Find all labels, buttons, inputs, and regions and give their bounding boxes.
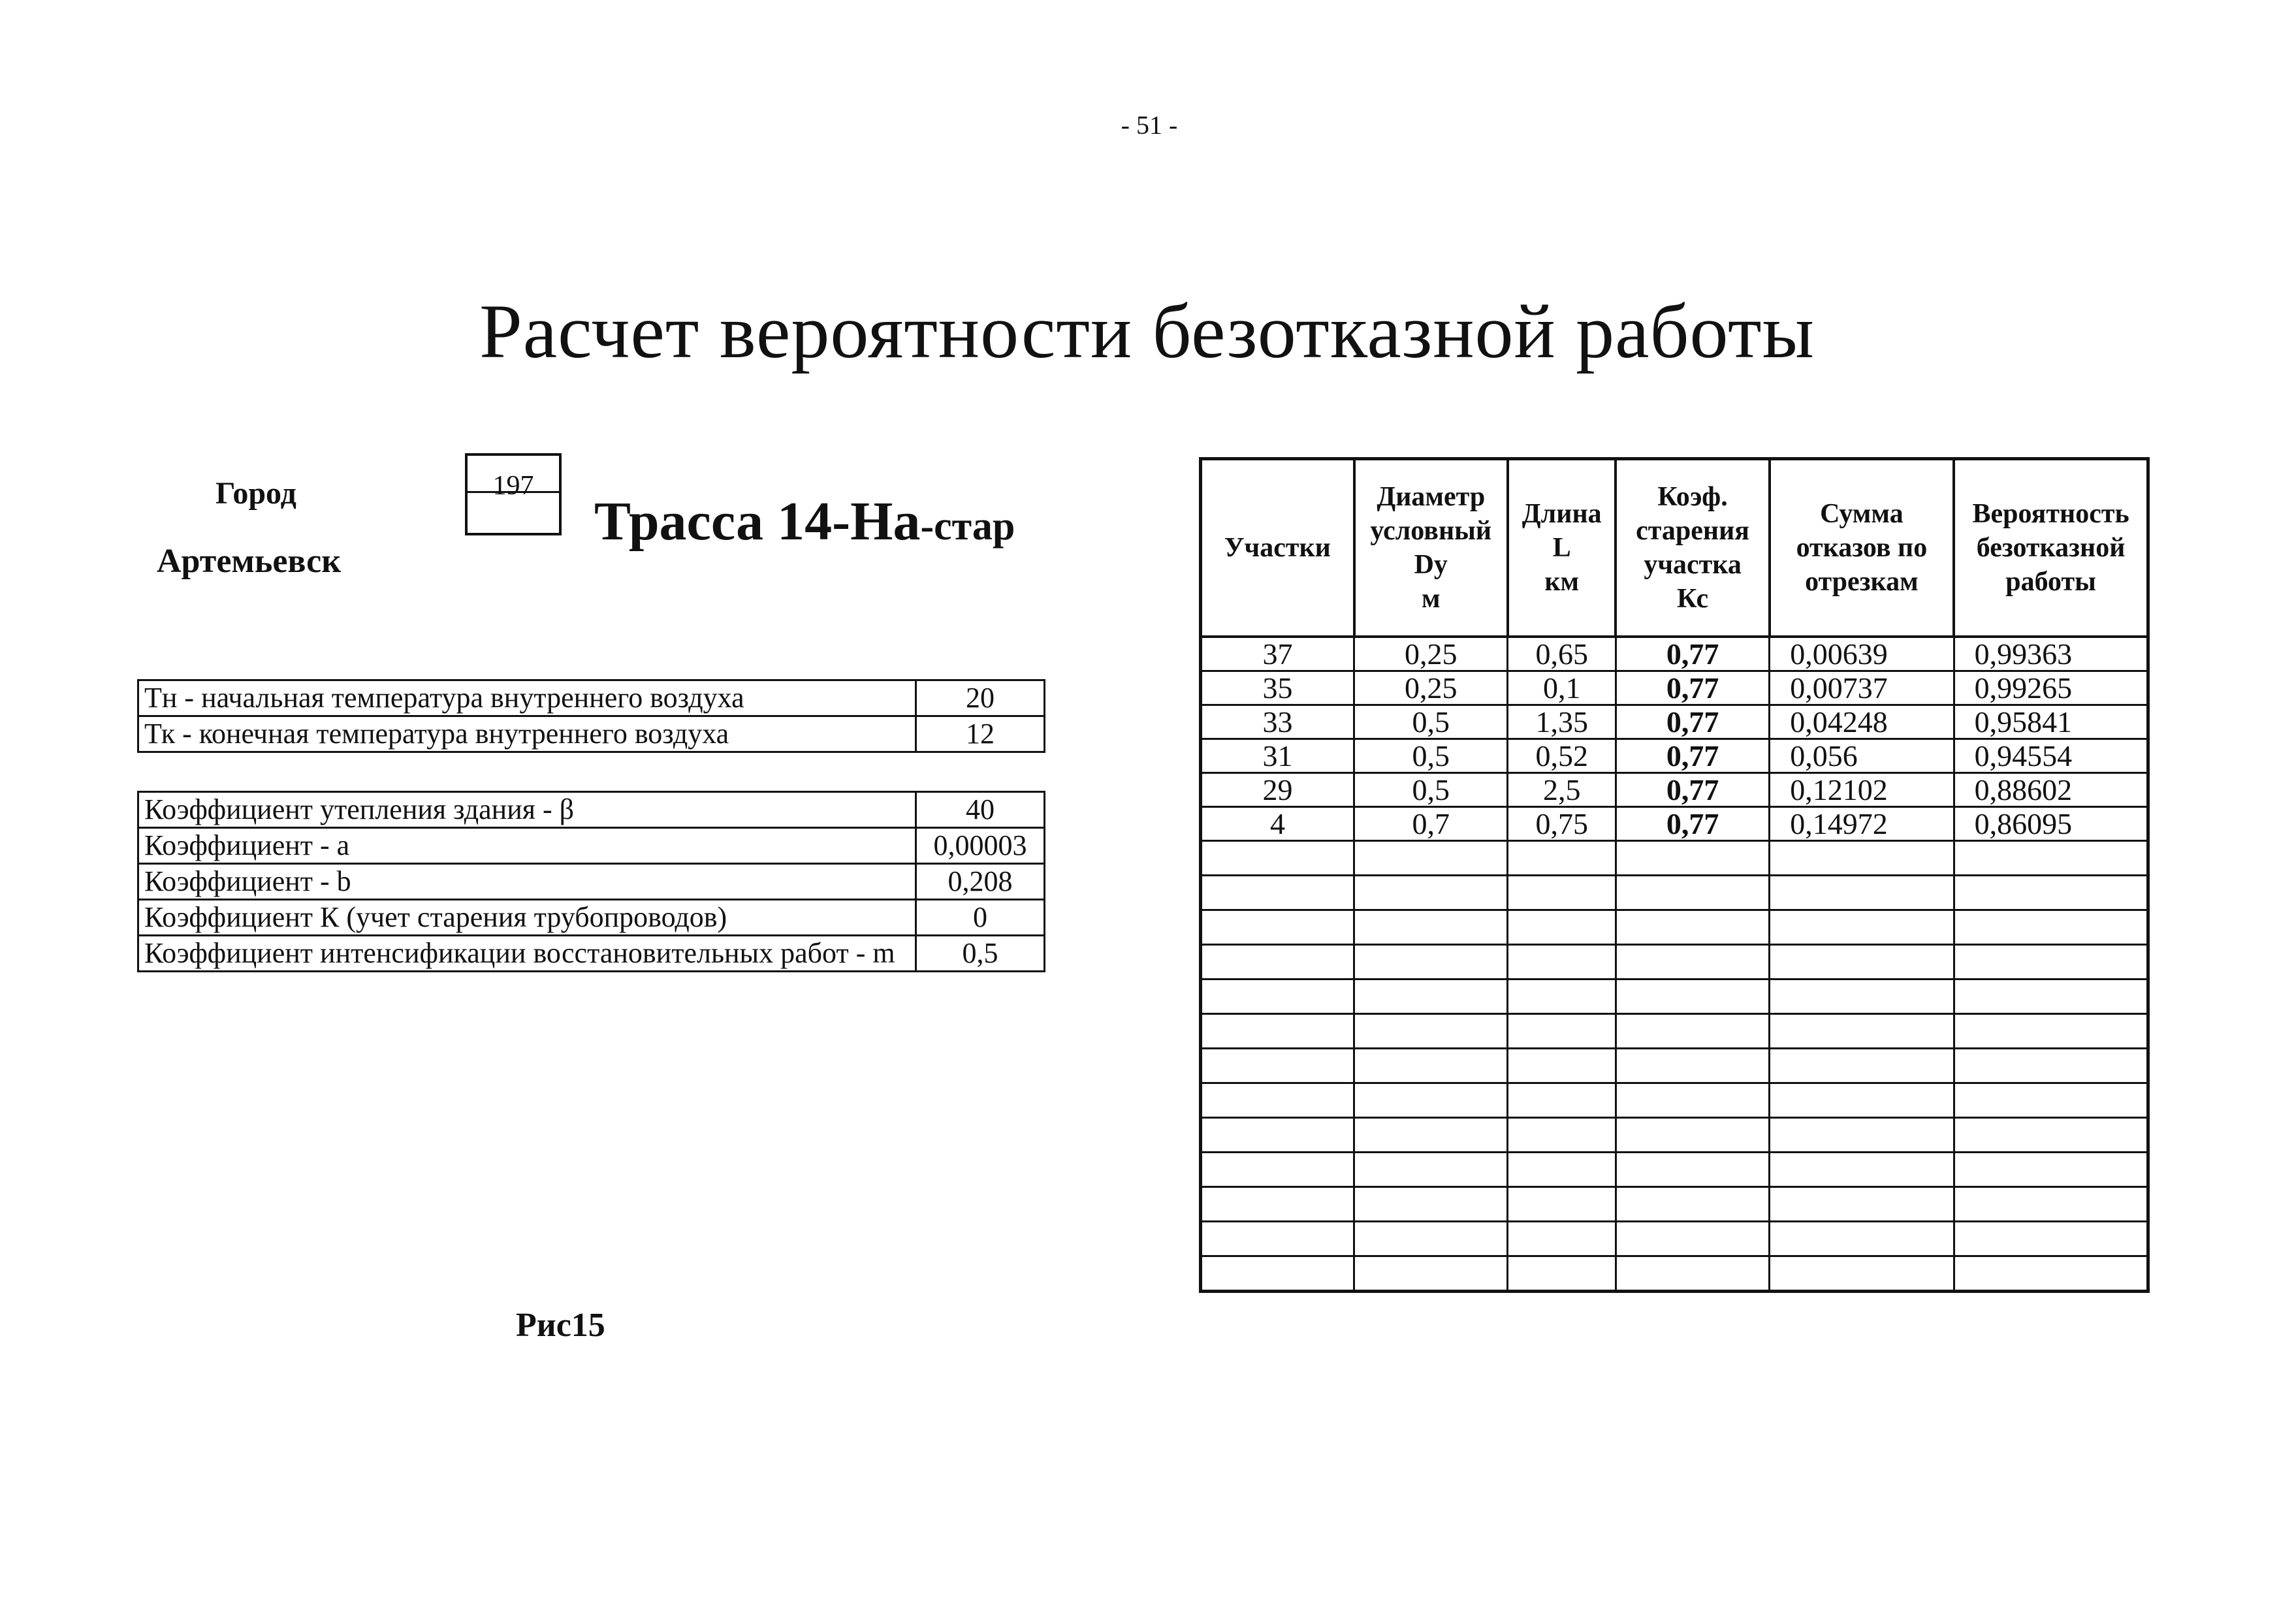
reliability-table xyxy=(1199,457,2150,1293)
empty-cell xyxy=(1201,1014,1354,1049)
header-row xyxy=(1201,459,2148,637)
empty-cell xyxy=(1354,876,1508,910)
header-sections: Участки xyxy=(1201,459,1354,637)
empty-cell xyxy=(1354,1222,1508,1256)
empty-cell xyxy=(1954,1049,2148,1083)
code-number: 197 xyxy=(492,471,534,501)
empty-row xyxy=(1201,1118,2148,1153)
empty-cell xyxy=(1770,979,1954,1014)
param-value: 40 xyxy=(916,792,1045,828)
empty-row xyxy=(1201,945,2148,979)
empty-cell xyxy=(1770,1118,1954,1153)
empty-cell xyxy=(1616,1049,1769,1083)
cell-length: 0,52 xyxy=(1508,739,1616,773)
cell-length: 0,1 xyxy=(1508,671,1616,705)
empty-cell xyxy=(1770,1083,1954,1118)
table-row xyxy=(138,936,1045,972)
empty-cell xyxy=(1954,1153,2148,1187)
empty-cell xyxy=(1508,945,1616,979)
empty-cell xyxy=(1770,910,1954,945)
empty-cell xyxy=(1616,945,1769,979)
empty-cell xyxy=(1954,910,2148,945)
empty-cell xyxy=(1354,1049,1508,1083)
empty-cell xyxy=(1616,1014,1769,1049)
empty-cell xyxy=(1354,1014,1508,1049)
empty-cell xyxy=(1201,910,1354,945)
empty-cell xyxy=(1954,876,2148,910)
header-length: Длина L км xyxy=(1508,459,1616,637)
cell-failures: 0,12102 xyxy=(1770,773,1954,807)
cell-section: 4 xyxy=(1201,807,1354,841)
param-value: 20 xyxy=(916,680,1045,716)
empty-cell xyxy=(1770,945,1954,979)
empty-cell xyxy=(1954,1083,2148,1118)
empty-cell xyxy=(1954,945,2148,979)
empty-cell xyxy=(1201,1222,1354,1256)
cell-probability: 0,99265 xyxy=(1954,671,2148,705)
empty-cell xyxy=(1616,1083,1769,1118)
empty-cell xyxy=(1508,1256,1616,1292)
empty-cell xyxy=(1201,1083,1354,1118)
empty-cell xyxy=(1954,979,2148,1014)
cell-diameter: 0,5 xyxy=(1354,773,1508,807)
cell-failures: 0,00639 xyxy=(1770,637,1954,671)
cell-failures: 0,056 xyxy=(1770,739,1954,773)
param-value: 0,00003 xyxy=(916,828,1045,864)
empty-row xyxy=(1201,1256,2148,1292)
cell-length: 2,5 xyxy=(1508,773,1616,807)
figure-label: Рис15 xyxy=(516,1307,605,1344)
table-row xyxy=(138,792,1045,828)
cell-diameter: 0,5 xyxy=(1354,739,1508,773)
empty-cell xyxy=(1954,1187,2148,1222)
empty-cell xyxy=(1616,841,1769,876)
cell-aging: 0,77 xyxy=(1616,671,1769,705)
param-name: Коэффициент утепления здания - β xyxy=(138,792,916,828)
empty-row xyxy=(1201,876,2148,910)
empty-cell xyxy=(1201,1118,1354,1153)
table-row xyxy=(138,864,1045,900)
table-row xyxy=(138,716,1045,752)
cell-section: 35 xyxy=(1201,671,1354,705)
empty-cell xyxy=(1508,841,1616,876)
param-name: Коэффициент - b xyxy=(138,864,916,900)
empty-row xyxy=(1201,1014,2148,1049)
empty-cell xyxy=(1770,1049,1954,1083)
empty-cell xyxy=(1954,1222,2148,1256)
cell-diameter: 0,25 xyxy=(1354,637,1508,671)
empty-cell xyxy=(1201,945,1354,979)
cell-aging: 0,77 xyxy=(1616,739,1769,773)
cell-aging: 0,77 xyxy=(1616,807,1769,841)
empty-cell xyxy=(1770,876,1954,910)
cell-diameter: 0,7 xyxy=(1354,807,1508,841)
empty-cell xyxy=(1770,1256,1954,1292)
empty-cell xyxy=(1201,876,1354,910)
table-row xyxy=(138,900,1045,936)
param-name: Тн - начальная температура внутреннего воздуха xyxy=(138,680,916,716)
table-row xyxy=(1201,637,2148,671)
empty-cell xyxy=(1954,1118,2148,1153)
empty-cell xyxy=(1616,1153,1769,1187)
temperature-table xyxy=(137,679,1045,753)
cell-section: 31 xyxy=(1201,739,1354,773)
empty-cell xyxy=(1508,1083,1616,1118)
empty-cell xyxy=(1354,1083,1508,1118)
city-name: Артемьевск xyxy=(157,543,342,580)
cell-length: 0,75 xyxy=(1508,807,1616,841)
empty-cell xyxy=(1508,876,1616,910)
cell-diameter: 0,5 xyxy=(1354,705,1508,739)
empty-row xyxy=(1201,1083,2148,1118)
empty-cell xyxy=(1201,979,1354,1014)
header-failures: Сумма отказов по отрезкам xyxy=(1770,459,1954,637)
param-name: Коэффициент К (учет старения трубопроводов) xyxy=(138,900,916,936)
empty-cell xyxy=(1354,1118,1508,1153)
empty-cell xyxy=(1508,1014,1616,1049)
empty-cell xyxy=(1354,1187,1508,1222)
empty-cell xyxy=(1508,979,1616,1014)
param-name: Тк - конечная температура внутреннего воздуха xyxy=(138,716,916,752)
cell-failures: 0,04248 xyxy=(1770,705,1954,739)
empty-row xyxy=(1201,1187,2148,1222)
empty-row xyxy=(1201,910,2148,945)
cell-section: 29 xyxy=(1201,773,1354,807)
table-row xyxy=(138,828,1045,864)
empty-cell xyxy=(1616,876,1769,910)
cell-length: 1,35 xyxy=(1508,705,1616,739)
empty-cell xyxy=(1616,1187,1769,1222)
empty-cell xyxy=(1201,1187,1354,1222)
table-row xyxy=(1201,705,2148,739)
empty-cell xyxy=(1508,1049,1616,1083)
empty-cell xyxy=(1354,910,1508,945)
empty-cell xyxy=(1354,1256,1508,1292)
empty-cell xyxy=(1770,1222,1954,1256)
table-body xyxy=(1201,637,2148,1292)
cell-aging: 0,77 xyxy=(1616,705,1769,739)
empty-cell xyxy=(1954,1014,2148,1049)
empty-cell xyxy=(1508,910,1616,945)
header-diameter: Диаметр условный Dу м xyxy=(1354,459,1508,637)
cell-diameter: 0,25 xyxy=(1354,671,1508,705)
param-value: 12 xyxy=(916,716,1045,752)
empty-row xyxy=(1201,1049,2148,1083)
empty-cell xyxy=(1616,979,1769,1014)
empty-cell xyxy=(1354,945,1508,979)
empty-cell xyxy=(1770,1014,1954,1049)
cell-probability: 0,88602 xyxy=(1954,773,2148,807)
empty-cell xyxy=(1354,1153,1508,1187)
param-name: Коэффициент интенсификации восстановительных работ - m xyxy=(138,936,916,972)
cell-probability: 0,94554 xyxy=(1954,739,2148,773)
param-value: 0,5 xyxy=(916,936,1045,972)
empty-cell xyxy=(1508,1187,1616,1222)
empty-cell xyxy=(1616,1256,1769,1292)
empty-cell xyxy=(1354,979,1508,1014)
page-title: Расчет вероятности безотказной работы xyxy=(479,289,1815,374)
empty-cell xyxy=(1616,1118,1769,1153)
empty-cell xyxy=(1770,1153,1954,1187)
table-row xyxy=(1201,671,2148,705)
empty-cell xyxy=(1201,1256,1354,1292)
empty-cell xyxy=(1201,1049,1354,1083)
table-row xyxy=(138,680,1045,716)
header-probability: Вероятность безотказной работы xyxy=(1954,459,2148,637)
empty-cell xyxy=(1616,1222,1769,1256)
cell-probability: 0,95841 xyxy=(1954,705,2148,739)
cell-section: 37 xyxy=(1201,637,1354,671)
table-row xyxy=(1201,807,2148,841)
table-row xyxy=(1201,773,2148,807)
city-label: Город xyxy=(215,476,296,511)
empty-cell xyxy=(1954,1256,2148,1292)
cell-failures: 0,00737 xyxy=(1770,671,1954,705)
empty-cell xyxy=(1508,1222,1616,1256)
empty-cell xyxy=(1508,1153,1616,1187)
empty-cell xyxy=(1508,1118,1616,1153)
route-suffix: -стар xyxy=(920,504,1015,549)
empty-row xyxy=(1201,1222,2148,1256)
cell-section: 33 xyxy=(1201,705,1354,739)
code-box xyxy=(465,453,562,535)
empty-cell xyxy=(1616,910,1769,945)
empty-cell xyxy=(1770,1187,1954,1222)
empty-row xyxy=(1201,1153,2148,1187)
empty-cell xyxy=(1201,1153,1354,1187)
coefficient-table xyxy=(137,791,1045,972)
table-row xyxy=(1201,739,2148,773)
empty-cell xyxy=(1354,841,1508,876)
empty-cell xyxy=(1954,841,2148,876)
cell-aging: 0,77 xyxy=(1616,637,1769,671)
param-value: 0 xyxy=(916,900,1045,936)
empty-row xyxy=(1201,979,2148,1014)
cell-length: 0,65 xyxy=(1508,637,1616,671)
param-value: 0,208 xyxy=(916,864,1045,900)
param-name: Коэффициент - a xyxy=(138,828,916,864)
cell-probability: 0,99363 xyxy=(1954,637,2148,671)
cell-probability: 0,86095 xyxy=(1954,807,2148,841)
cell-failures: 0,14972 xyxy=(1770,807,1954,841)
page-number: - 51 - xyxy=(1121,110,1178,140)
route-main: Трасса 14-На xyxy=(594,491,921,552)
strike-line xyxy=(465,491,562,493)
route-title xyxy=(594,490,1015,553)
empty-cell xyxy=(1201,841,1354,876)
empty-row xyxy=(1201,841,2148,876)
empty-cell xyxy=(1770,841,1954,876)
cell-aging: 0,77 xyxy=(1616,773,1769,807)
header-aging: Коэф. старения участка Кс xyxy=(1616,459,1769,637)
